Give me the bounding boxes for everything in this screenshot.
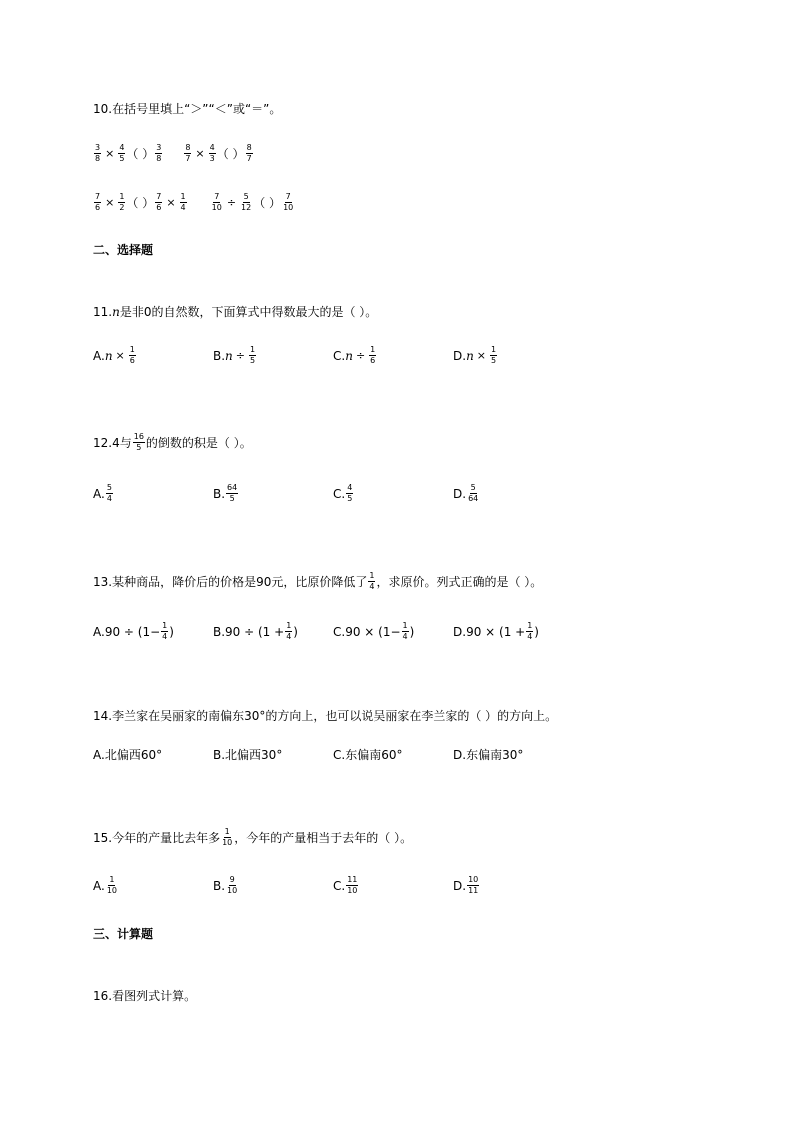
fraction: $\frac{1}{2}$: [119, 192, 125, 212]
option-a[interactable]: A. 90 ÷ (1− $\frac{1}{4}$ ): [93, 621, 174, 641]
fraction: $\frac{7}{6}$: [95, 192, 101, 212]
option-a[interactable]: A. $\frac{1}{10}$: [93, 875, 117, 895]
question-10-text: 10.在括号里填上“＞”“＜”或“＝”。: [93, 102, 282, 116]
option-d[interactable]: D. $\frac{10}{11}$: [453, 875, 479, 895]
option-b[interactable]: B. $\frac{64}{5}$: [213, 483, 238, 503]
option-a[interactable]: A. n × $\frac{1}{6}$: [93, 345, 135, 365]
option-b[interactable]: B. 北偏西30°: [213, 747, 283, 762]
option-b[interactable]: B. 90 ÷ (1 + $\frac{1}{4}$ ): [213, 621, 298, 641]
fraction: $\frac{4}{5}$: [119, 143, 125, 163]
fraction: $\frac{7}{6}$: [156, 192, 162, 212]
fraction: $\frac{7}{10}$: [211, 192, 222, 212]
option-d[interactable]: D. $\frac{5}{64}$: [453, 483, 479, 503]
fraction: $\frac{3}{8}$: [95, 143, 101, 163]
option-c[interactable]: C. 东偏南60°: [333, 747, 403, 762]
question-10-row-2: $\frac{7}{6}$ × $\frac{1}{2}$ （ ） $\frac{7}{6}$ × $\frac{1}{4}$ $\frac{7}{10}$ ÷ $\frac{5}{12}$ （ ） $\frac{7}{10}$: [95, 192, 294, 212]
answer-blank[interactable]: （ ）: [253, 196, 282, 210]
option-c[interactable]: C. $\frac{11}{10}$: [333, 875, 358, 895]
question-13-text: 13.某种商品，降价后的价格是90元，比原价降低了 $\frac{1}{4}$ ，求原价。列式正确的是（ ）。: [93, 571, 543, 591]
option-d[interactable]: D. n × $\frac{1}{5}$: [453, 345, 497, 365]
fraction: $\frac{3}{8}$: [156, 143, 162, 163]
fraction: $\frac{7}{10}$: [283, 192, 294, 212]
answer-blank[interactable]: （ ）: [216, 147, 245, 161]
option-c[interactable]: C. n ÷ $\frac{1}{6}$: [333, 345, 376, 365]
question-15-text: 15.今年的产量比去年多 $\frac{1}{10}$ ，今年的产量相当于去年的（ ）。: [93, 827, 413, 847]
answer-blank[interactable]: （ ）: [126, 196, 155, 210]
option-a[interactable]: A. $\frac{5}{4}$: [93, 483, 112, 503]
section-heading-calculation: 三、计算题: [93, 927, 154, 941]
question-14-text: 14.李兰家在吴丽家的南偏东30°的方向上，也可以说吴丽家在李兰家的（ ）的方向上。: [93, 709, 558, 723]
fraction: $\frac{4}{3}$: [209, 143, 215, 163]
fraction: $\frac{8}{7}$: [185, 143, 191, 163]
option-c[interactable]: C. $\frac{4}{5}$: [333, 483, 353, 503]
option-c[interactable]: C. 90 × (1− $\frac{1}{4}$ ): [333, 621, 415, 641]
fraction: $\frac{5}{12}$: [241, 192, 252, 212]
section-heading-choice: 二、选择题: [93, 243, 154, 257]
fraction: $\frac{1}{4}$: [180, 192, 186, 212]
question-11-text: 11. n 是非0的自然数，下面算式中得数最大的是（ ）。: [93, 304, 378, 319]
fraction: $\frac{8}{7}$: [246, 143, 252, 163]
question-10-row-1: $\frac{3}{8}$ × $\frac{4}{5}$ （ ） $\frac{3}{8}$ $\frac{8}{7}$ × $\frac{4}{3}$ （ ） $\frac{8}{7}$: [95, 143, 252, 163]
option-d[interactable]: D. 东偏南30°: [453, 747, 524, 762]
option-b[interactable]: B. $\frac{9}{10}$: [213, 875, 238, 895]
option-d[interactable]: D. 90 × (1 + $\frac{1}{4}$ ): [453, 621, 539, 641]
answer-blank[interactable]: （ ）: [126, 147, 155, 161]
option-a[interactable]: A. 北偏西60°: [93, 747, 163, 762]
question-12-text: 12.4与 $\frac{16}{5}$ 的倒数的积是（ ）。: [93, 432, 252, 452]
option-b[interactable]: B. n ÷ $\frac{1}{5}$: [213, 345, 256, 365]
question-16-text: 16.看图列式计算。: [93, 989, 197, 1003]
